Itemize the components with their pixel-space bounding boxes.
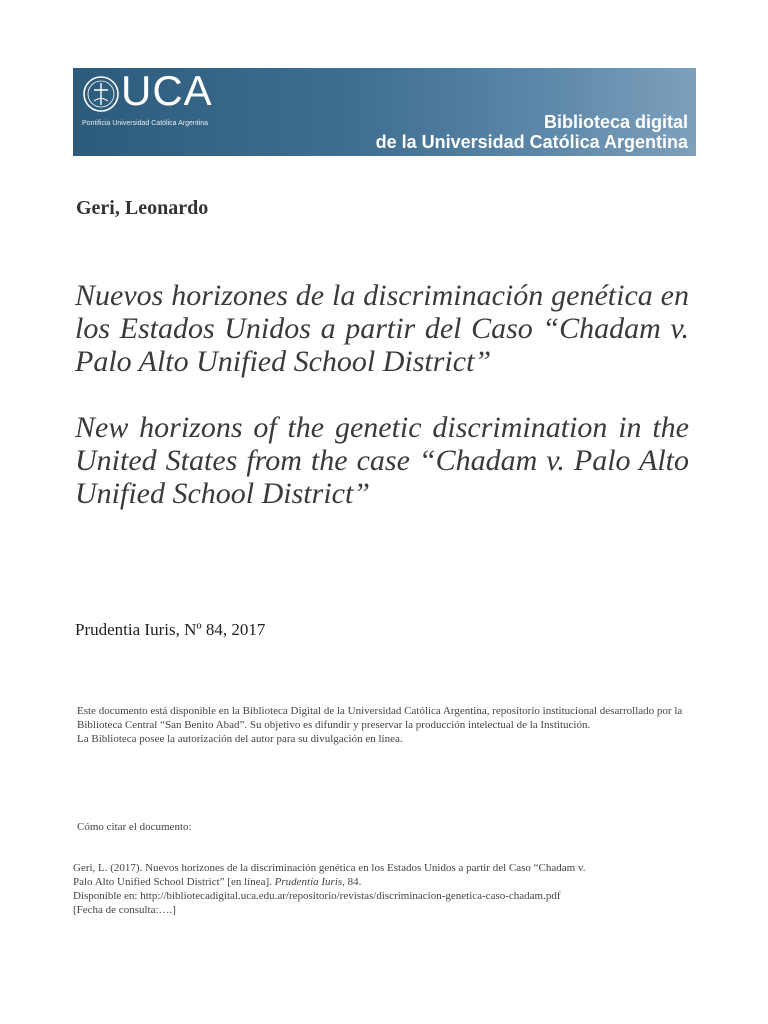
library-title: [376, 112, 688, 152]
notice-paragraph-2: La Biblioteca posee la autorización del autor para su divulgación en línea.: [77, 733, 403, 745]
logo-subtitle: Pontificia Universidad Católica Argentina: [82, 120, 209, 127]
author-name: Geri, Leonardo: [76, 197, 209, 219]
citation-line-2-prefix: Palo Alto Unified School District” [en línea].: [73, 876, 275, 888]
library-title-line2: de la Universidad Católica Argentina: [375, 132, 688, 152]
uca-logo: [81, 68, 231, 134]
citation-date-line: [Fecha de consulta:….]: [73, 904, 176, 916]
citation-line-2-suffix: , 84.: [342, 876, 362, 888]
citation-url-line[interactable]: Disponible en: http://bibliotecadigital.uca.edu.ar/repositorio/revistas/discriminacion-genetica-caso-chadam.pdf: [73, 890, 561, 902]
availability-notice: [77, 704, 697, 746]
citation-reference: [73, 861, 693, 917]
journal-source: Prudentia Iuris, Nº 84, 2017: [75, 620, 266, 639]
citation-line-1: Geri, L. (2017). Nuevos horizones de la discriminación genética en los Estados Unidos a partir del Caso “Chadam v.: [73, 862, 586, 874]
header-banner: [73, 68, 696, 156]
how-to-cite-label: Cómo citar el documento:: [77, 821, 192, 833]
library-title-line1: Biblioteca digital: [543, 112, 688, 132]
logo-text: UCA: [121, 68, 213, 114]
title-english: New horizons of the genetic discrimination in the United States from the case “Chadam v. Palo Alto Unified School District”: [75, 411, 689, 510]
title-spanish: Nuevos horizones de la discriminación genética en los Estados Unidos a partir del Caso “Chadam v. Palo Alto Unified School District”: [75, 279, 689, 378]
notice-paragraph-1: Este documento está disponible en la Biblioteca Digital de la Universidad Católica Argentina, repositorio institucional desarrollado por la Biblioteca Central “San Benito Abad”. Su objetivo es difundir y preservar la producción intelectual de la Institución.: [77, 705, 683, 731]
citation-journal: Prudentia Iuris: [274, 876, 343, 888]
university-seal-icon: [81, 74, 121, 114]
citation-line-2: [73, 875, 693, 889]
